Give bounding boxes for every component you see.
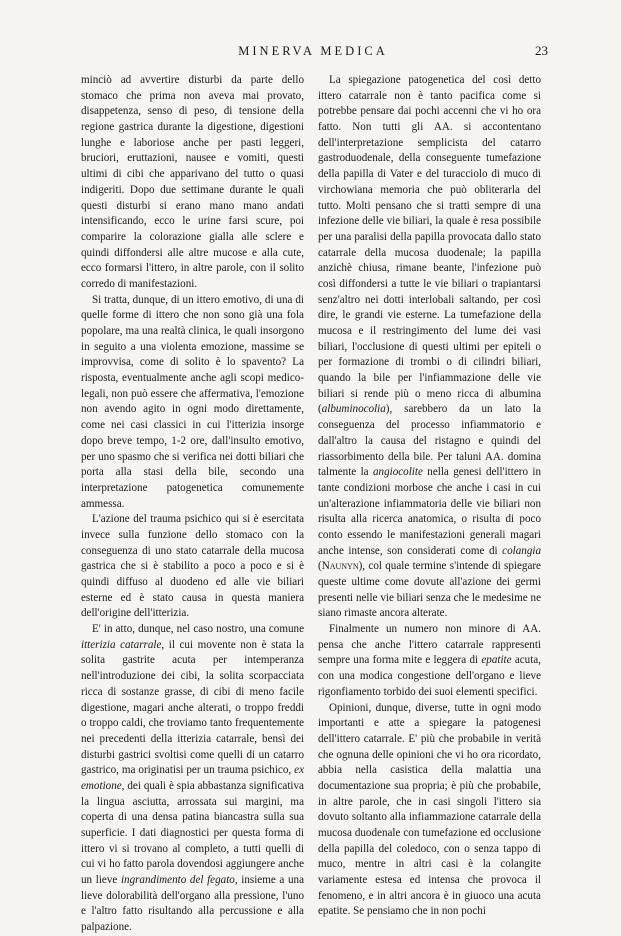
text-run: ), col quale termine s'intende di spiegare queste ultime come dovute all'azione dei germi presenti nelle vie biliari senza che le medesime ne siano rimaste ancora alterate. bbox=[318, 560, 541, 620]
running-title: MINERVA MEDICA bbox=[238, 44, 388, 58]
paragraph bbox=[81, 622, 304, 936]
left-column bbox=[81, 73, 304, 936]
text-run: E' in atto, dunque, nel caso nostro, una comune bbox=[92, 623, 304, 636]
italic-term: colangia bbox=[502, 544, 541, 557]
paragraph: Si tratta, dunque, di un ittero emotivo, di una di quelle forme di ittero che non sono già una fola popolare, ma una realtà clinica, le quali insorgono in seguito a una violenta emozione, massime se improvvisa, come di solito è lo spavento? La risposta, eventualmente anche agli scopi medico-legali, non può essere che affermativa, l'emozione non avendo agito in ogni modo direttamente, come nei casi classici in cui l'itterizia insorge dopo breve tempo, 1-2 ore, dall'insulto emotivo, per uno spasmo che si verifica nei dotti biliari che porta alla stasi della bile, secondo una interpretazione patogenetica comunemente ammessa. bbox=[81, 293, 304, 510]
author-name: Naunyn bbox=[321, 560, 359, 573]
text-run: ( bbox=[318, 560, 322, 573]
paragraph: minciò ad avvertire disturbi da parte dello stomaco che prima non aveva mai provato, disappetenza, senso di peso, di tensione della regione gastrica durante la digestione, digestioni lunghe e laboriose anche per pasti leggeri, bruciori, eruttazioni, nausee e vomiti, questi ultimi di cibi che apparivano del tutto o quasi indigeriti. Dopo due settimane durante le quali questi disturbi si erano mano mano andati intensificando, ecco le urine farsi scure, poi comparire la colorazione gialla alle sclere e quindi diffondersi alle altre mucose e alla cute, ecco formarsi l'ittero, in altre parole, con il solito corredo di manifestazioni. bbox=[81, 74, 304, 290]
text-run: acuta, con una modica congestione dell'organo e lieve rigonfiamento torbido dei suoi elementi specifici. bbox=[318, 654, 541, 698]
page-header bbox=[78, 44, 548, 64]
text-run: , dei quali è spia abbastanza significativa la lingua asciutta, arrossata sui margini, ma coperta di una densa patina biancastra sulla sua superficie. I dati diagnostici per questa forma di ittero vi si trovano al completo, a tutti quelli di cui vi ho fatto parola dovendosi aggiungere anche un lieve bbox=[81, 779, 304, 887]
italic-term: angiocolite bbox=[372, 466, 423, 479]
right-column bbox=[318, 73, 541, 920]
text-run: La spiegazione patogenetica del così detto ittero catarrale non è tanto pacifica come si potrebbe pensare dai pochi accenni che vi ho ora fatto. Non tutti gli AA. si accontentano dell'interpretazione semplicista del catarro gastroduodenale, della conseguente tumefazione della papilla di Vater e del turacciolo di muco di virchowiana memoria che può obliterarla del tutto. Molti pensano che si tratti sempre di una infezione delle vie biliari, la quale è resa possibile per una paralisi della papilla provocata dallo stato catarrale della mucosa duodenale; la papilla anzichè chiusa, rimane beante, l'infezione può così diffondersi a tutte le vie biliari o trapiantarsi senz'altro nei dotti interlobali saltando, per così dire, le grandi vie esterne. La tumefazione della mucosa e il restringimento del lume dei vasi biliari, l'occlusione di questi ultimi per epiteli o per formazione di trombi o di cilindri biliari, quando la bile per l'infiammazione delle vie biliari si rende più o meno ricca di albumina ( bbox=[318, 74, 541, 416]
italic-term: albuminocolia bbox=[321, 403, 386, 416]
text-run: ), sarebbero da un lato la conseguenza del processo infiammatorio e dall'altro la causa del ristagno e quindi del riassorbimento della bile. Per taluni AA. domina talmente la bbox=[318, 403, 541, 479]
page-number: 23 bbox=[535, 43, 548, 58]
paragraph bbox=[318, 73, 541, 622]
text-run: , il cui movente non è stata la solita gastrite acuta per intemperanza nell'introduzione dei cibi, la solita scorpacciata ricca di sostanze grasse, di cibi di meno facile digestione, magari anche alterati, o troppo freddi o troppo caldi, che troviamo tanto frequentemente nei precedenti della itterizia catarrale, bensì dei disturbi gastrici svoltisi come quelli di un catarro gastrico, ma originatisi per un trauma psichico, bbox=[81, 638, 305, 777]
text-run: nella genesi dell'ittero in tante condizioni morbose che anche i casi in cui un'alterazione infiammatoria delle vie biliari non risulta alla ricerca anatomica, o risulta di poco conto essendo le manifestazioni generali magari anche intense, son considerati come di bbox=[318, 466, 541, 557]
italic-term: epatite bbox=[481, 654, 512, 667]
italic-term: ex emotione bbox=[81, 764, 304, 792]
paragraph: L'azione del trauma psichico qui si è esercitata invece sulla funzione dello stomaco con la conseguenza di uno stato catarrale della mucosa gastrica che si è stabilito a poco a poco e si è quindi diffuso al duodeno ed alle vie biliari esterne ed è stato causa in questa maniera dell'origine dell'itterizia. bbox=[81, 513, 304, 620]
text-run: Finalmente un numero non minore di AA. pensa che anche l'ittero catarrale rappresenti sempre una forma mite e leggera di bbox=[318, 623, 541, 667]
italic-term: itterizia catarrale bbox=[81, 638, 162, 651]
italic-term: ingrandimento del fegato bbox=[120, 874, 235, 887]
paragraph bbox=[318, 622, 541, 700]
paragraph: Opinioni, dunque, diverse, tutte in ogni modo importanti e atte a spiegare la patogenesi dell'ittero catarrale. E' più che probabile in verità che ognuna delle opinioni che vi ho ora ricordato, abbia nella casistica della malattia una documentazione sua propria; è più che probabile, in altre parole, che in casi singoli l'ittero sia dovuto soltanto alla infiammazione catarrale della mucosa duodenale con tumefazione ed occlusione della papilla del coledoco, con o senza tappo di muco, mentre in altri casi è la colangite variamente estesa ed intensa che provoca il fenomeno, e in altri ancora è in giuoco una acuta epatite. Se pensiamo che in non pochi bbox=[318, 701, 541, 918]
text-run: , insieme a una lieve dolorabilità dell'organo alla pressione, l'uno e l'altro fatto risultando alla percussione e alla palpazione. bbox=[81, 874, 304, 934]
